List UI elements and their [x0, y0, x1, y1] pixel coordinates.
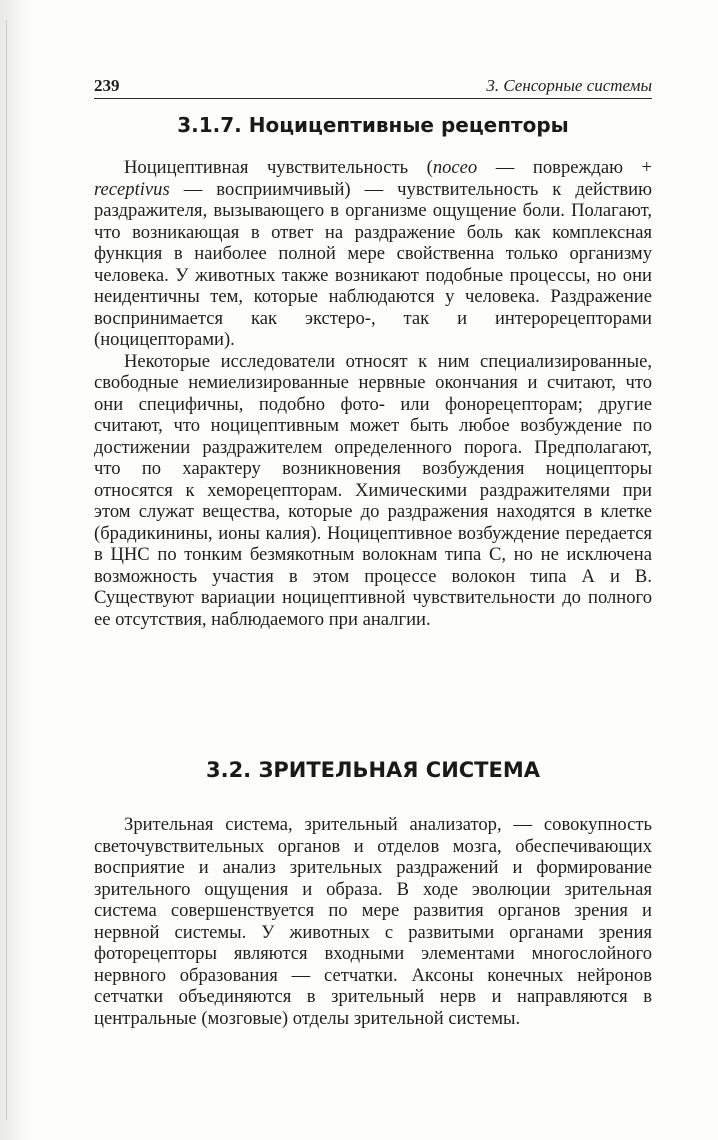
page-number: 239	[94, 76, 120, 95]
paragraph-text: — повреждаю +	[477, 157, 652, 178]
scan-binding-shadow	[0, 0, 30, 1140]
section-body-nociceptors	[94, 157, 652, 630]
section-heading-visual-system: 3.2. ЗРИТЕЛЬНАЯ СИСТЕМА	[205, 758, 541, 782]
latin-term: noceo	[432, 157, 478, 178]
paragraph	[94, 157, 652, 351]
paragraph: Зрительная система, зрительный анализатор, — совокупность светочувствительных органов и отделов мозга, обеспечивающих восприятие и анализ зрительных раздражений и формирование зрительного ощущения и образа. В ходе эволюции зрительная система совершенствуется по мере развития органов зрения и нервной системы. У животных с развитыми органами зрения фоторецепторы являются входными элементами многослойного нервного образования — сетчатки. Аксоны конечных нейронов сетчатки объединяются в зрительный нерв и направляются в центральные (мозговые) отделы зрительной системы.	[94, 814, 652, 1029]
paragraph: Некоторые исследователи относят к ним специализированные, свободные немиелизированные нервные окончания и считают, что они специфичны, подобно фото- или фонорецепторам; другие считают, что ноцицептивным может быть любое возбуждение по достижении раздражителем определенного порога. Предполагают, что по характеру возникновения возбуждения ноцицепторы относятся к хеморецепторам. Химическими раздражителями при этом служат вещества, которые до раздражения находятся в клетке (брадикинины, ионы калия). Ноцицептивное возбуждение передается в ЦНС по тонким безмякотным волокнам типа С, но не исключена возможность участия в этом процессе волокон типа А и В. Существуют вариации ноцицептивной чувствительности до полного ее отсутствия, наблюдаемого при аналгии.	[94, 350, 652, 630]
page-header	[94, 74, 652, 99]
latin-term: receptivus	[94, 178, 170, 200]
section-body-visual-system	[94, 814, 652, 1029]
scan-binding-line	[6, 20, 7, 1120]
section-heading-nociceptors: 3.1.7. Ноцицептивные рецепторы	[177, 113, 569, 137]
paragraph-text: Ноцицептивная чувствительность (	[124, 157, 433, 178]
running-title: 3. Сенсорные системы	[486, 76, 652, 95]
paragraph-text: — восприимчивый) — чувствительность к действию раздражителя, вызывающего в организме ощущение боли. Полагают, что возникающая в ответ на раздражение боль как комплексная функция в наиболее полной мере свойственна только организму человека. У животных также возникают подобные процессы, но они неидентичны тем, которые наблюдаются у человека. Раздражение воспринимается как экстеро-, так и интерорецепторами (ноцицепторами).	[94, 178, 652, 350]
